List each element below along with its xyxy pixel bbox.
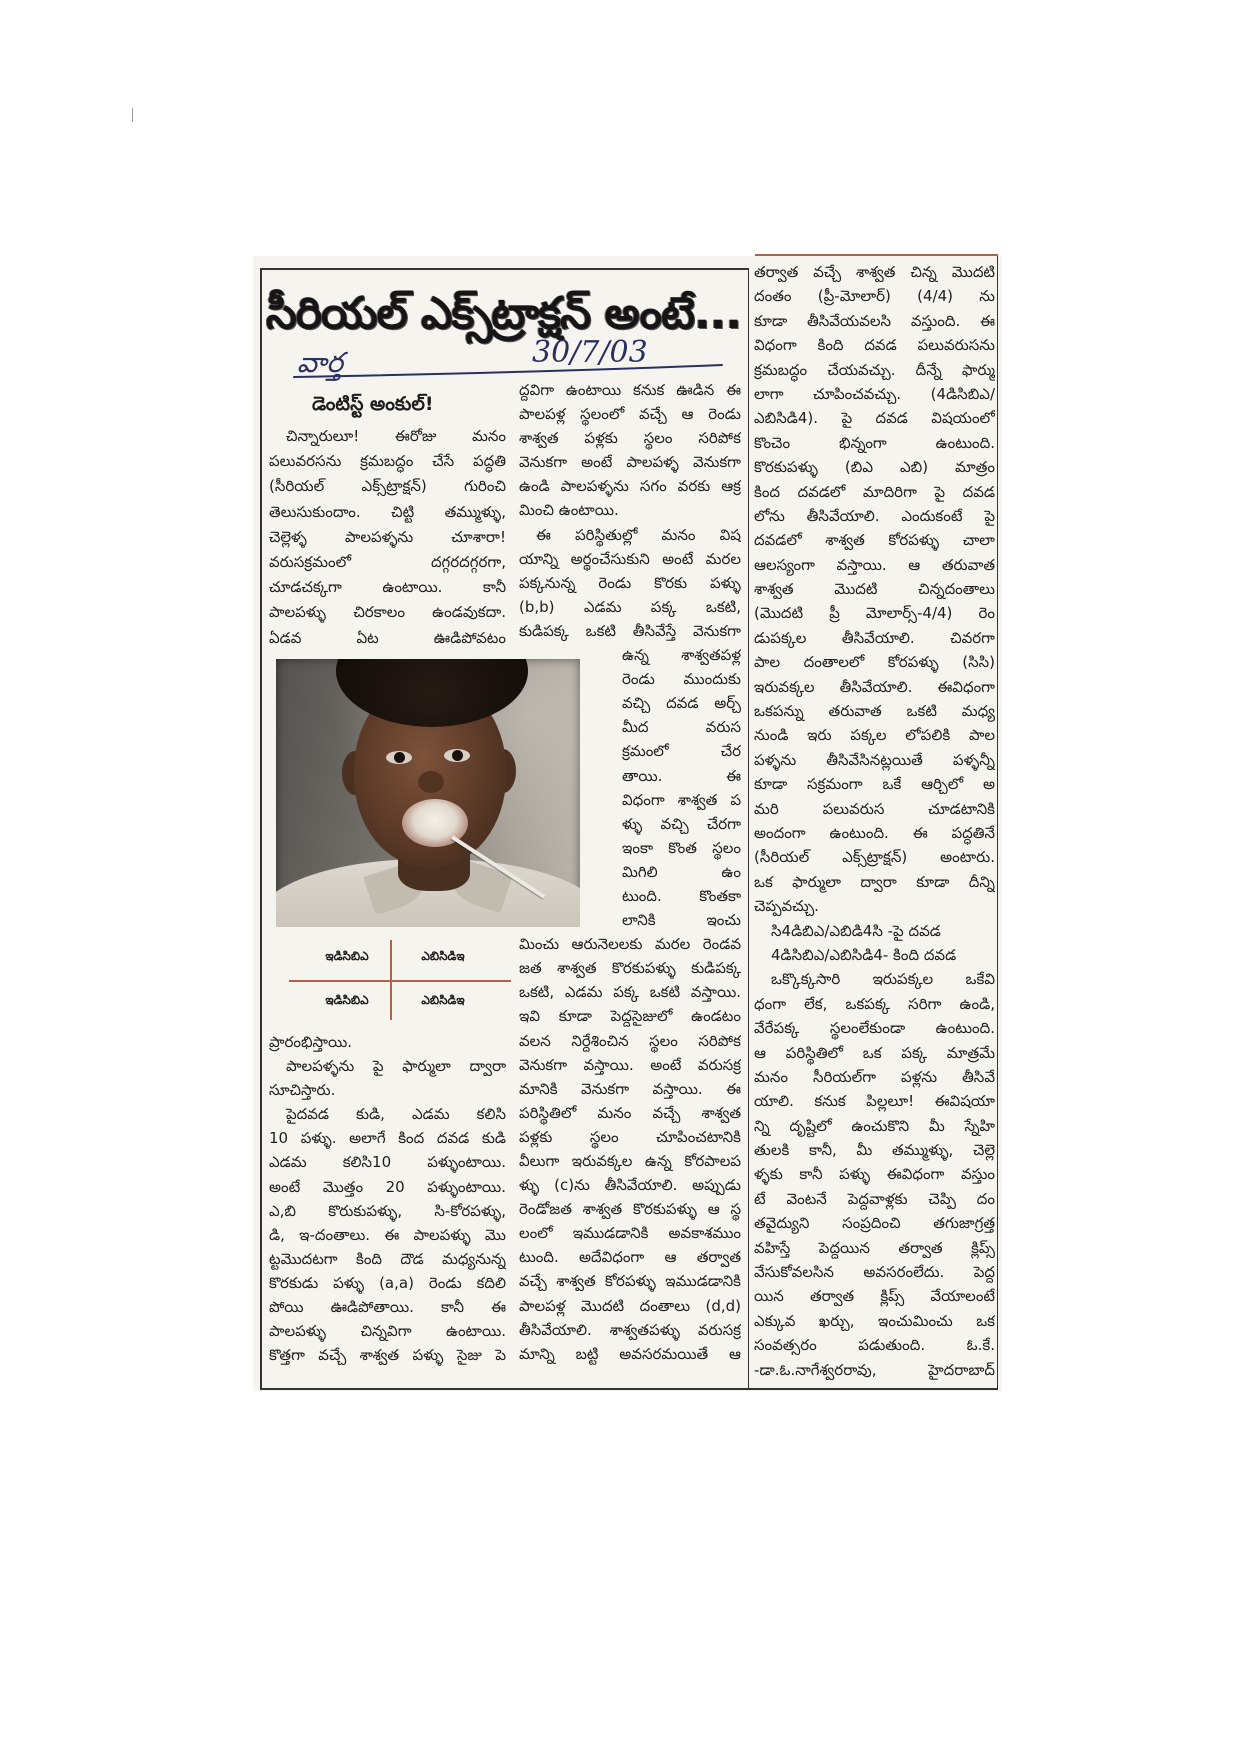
article-text-line: తవైద్యుని సంప్రదించి తగుజాగ్రత్త [754, 1214, 995, 1233]
article-text-line: రెండు ముందుకు [622, 670, 741, 689]
diagram-upper-right-label: ఎబిసిడిఇ [421, 949, 465, 963]
article-text-line: దంతం (ప్రీ-మోలార్) (4/4) ను [754, 287, 995, 306]
article-text-line: విధంగా కింది దవడ పలువరుసను [754, 336, 995, 355]
article-text-line: పాల దంతాలలో కోరపళ్ళు (సిసి) [754, 653, 995, 672]
article-text-line: యాలి. కనుక పిల్లలూ! ఈవిషయా [754, 1092, 995, 1111]
column3-top-rule [755, 254, 998, 256]
diagram-horizontal-line [289, 980, 511, 982]
article-text-line: తీసివేయాలి. శాశ్వతపళ్ళు వరుసక్ర [519, 1320, 741, 1339]
photo-hair [336, 659, 528, 727]
article-text-line: వలన నిర్దేశించిన స్థలం సరిపోక [519, 1031, 741, 1050]
article-text-line: ఏడవ ఏట ఊడిపోవటం [269, 628, 506, 647]
article-text-line: తులకి కానీ, మీ తమ్ముళ్ళు, చెల్లె [754, 1141, 995, 1160]
article-text-line: పాలపళ్ళు చిరకాలం ఉండవుకదా. [269, 603, 506, 622]
article-text-line: ద్దవిగా ఉంటాయి కనుక ఊడిన ఈ [519, 381, 741, 399]
article-text-line: అంటే మొత్తం 20 పళ్ళుంటాయి. [269, 1177, 506, 1196]
article-text-line: శాశ్వత మొదటి చిన్నదంతాలు [754, 580, 995, 599]
article-text-line: సంవత్సరం పడుతుంది. ఓ.కే. [754, 1336, 995, 1355]
article-text-line: వచ్చి దవడ అర్చ్ [622, 694, 741, 713]
article-text-line: (సీరియల్ ఎక్స్‌ట్రాక్షన్) గురించి [269, 477, 506, 496]
article-text-line: మిగిలి ఉం [622, 862, 741, 881]
article-text-line: వేరేపక్క స్థలంలేకుండా ఉంటుంది. [754, 1019, 995, 1038]
scan-tick-mark [132, 108, 133, 122]
handwritten-date: 30/7/03 [532, 335, 648, 370]
article-text-line: టే వెంటనే పెద్దవాళ్లకు చెప్పి దం [754, 1189, 995, 1208]
article-text-line: తర్వాత వచ్చే శాశ్వత చిన్న మొదటి [754, 263, 995, 281]
article-text-line: 10 పళ్ళు. అలాగే కింద దవడ కుడి [269, 1129, 506, 1148]
box-top-rule [260, 268, 748, 270]
article-text-line: కూడా సక్రమంగా ఒకే ఆర్చిలో అ [754, 775, 995, 794]
article-text-line: లానికి ఇంచు [622, 911, 741, 930]
column-1-lower [269, 1030, 506, 1367]
article-text-line: శాశ్వత పళ్లకు స్థలం సరిపోక [519, 429, 741, 448]
article-text-line: లోను తీసివేయాలి. ఎందుకంటే పై [754, 506, 995, 525]
dental-formula-diagram [276, 938, 516, 1022]
article-text-line: ఎక్కువ ఖర్చు, ఇంచుమించు ఒక [754, 1311, 995, 1330]
article-text-line: కొరకుడు పళ్ళు (a,a) రెండు కదిలి [269, 1273, 506, 1292]
article-text-line: టుంది. కొంతకా [622, 886, 741, 905]
article-text-line: వెనుకగా అంటే పాలపళ్ళ వెనుకగా [519, 453, 741, 472]
article-text-line: ఇరువక్కల తీసివేయాలి. ఈవిధంగా [754, 677, 995, 696]
article-text-line: (మొదటి ప్రీ మోలార్స్-4/4) రెం [754, 604, 995, 623]
column-3 [754, 260, 995, 1382]
article-text-line: విధంగా శాశ్వత ప [622, 790, 741, 809]
article-text-line: పక్కనున్న రెండు కొరకు పళ్ళు [519, 573, 741, 592]
article-text-line: పాలపళ్ల స్థలంలో వచ్చే ఆ రెండు [519, 405, 741, 424]
article-text-line: ళ్ళు (c)ను తీసివేయాలి. అప్పుడు [519, 1176, 741, 1195]
article-text-line: పళ్లకు స్థలం చూపించటానికి [519, 1127, 741, 1146]
article-text-line: వెనుకగా వస్తాయి. అంటే వరుసక్ర [519, 1055, 741, 1074]
article-text-line: ఇంకా కొంత స్థలం [622, 838, 741, 857]
clipping-right-rule [997, 256, 998, 1389]
article-text-line: వేసుకోవలసిన అవసరంలేదు. పెద్ద [754, 1263, 995, 1282]
column-divider-rule [748, 268, 749, 1389]
box-left-rule [260, 268, 262, 1389]
article-text-line: ట్టమొదటగా కింది దౌడ మధ్యనున్న [269, 1249, 506, 1268]
article-text-line: (సీరియల్ ఎక్స్‌ట్రాక్షన్) అంటారు. [754, 848, 995, 867]
article-text-line: ఎ,బి కొరుకుపళ్ళు, సి-కోరపళ్ళు, [269, 1201, 506, 1220]
article-text-line: వచ్చే శాశ్వత కోరపళ్ళు ఇముడడానికి [519, 1272, 741, 1291]
article-text-line: తెలుసుకుందాం. చిట్టి తమ్ముళ్ళు, [269, 502, 506, 521]
article-text-line: క్రమంలో చేర [622, 742, 741, 761]
clipping-bottom-rule [260, 1388, 998, 1390]
article-text-line: టుంది. అదేవిధంగా ఆ తర్వాత [519, 1248, 741, 1267]
article-text-line: అందంగా ఉంటుంది. ఈ పద్ధతినే [754, 823, 995, 842]
article-text-line: చూడచక్కగా ఉంటాయి. కానీ [269, 578, 506, 597]
article-text-line: న్ని దృష్టిలో ఉంచుకొని మీ స్నేహి [754, 1116, 995, 1135]
article-text-line: రెండోజత శాశ్వత కొరకుపళ్ళు ఆ స్థ [519, 1200, 741, 1219]
article-text-line: నుండి ఇరు పక్కల లోపలికి పాల [754, 726, 995, 745]
article-text-line: ళ్ళకు కానీ పళ్ళు ఈవిధంగా వస్తుం [754, 1165, 995, 1184]
article-text-line: మీద వరుస [622, 718, 741, 737]
article-text-line: కొంచెం భిన్నంగా ఉంటుంది. [754, 433, 995, 452]
article-text-line: దవడలో శాశ్వత కోరపళ్ళు చాలా [754, 531, 995, 550]
article-text-line: ఈ పరిస్థితుల్లో మనం విష [536, 525, 741, 544]
article-text-line: పోయి ఊడిపోతాయి. కానీ ఈ [269, 1298, 506, 1317]
subheading: డెంటిస్ట్ అంకుల్! [312, 393, 434, 415]
headline: సీరియల్ ఎక్స్‌ట్రాక్షన్ అంటే... [266, 288, 742, 339]
article-text-line: ఆ పరిస్థితిలో ఒక పక్క మాత్రమే [754, 1043, 995, 1062]
article-text-line: చెల్లెళ్ళ పాలపళ్ళను చూశారా! [269, 527, 506, 546]
article-text-line: మరి పలువరుస చూడటానికి [754, 799, 995, 818]
formula-line-upper-jaw: సి4డిబిఎ/ఎబిడి4సి -పై దవడ [771, 921, 941, 940]
article-text-line: కొత్తగా వచ్చే శాశ్వత పళ్ళు సైజు పె [269, 1346, 506, 1365]
article-text-line: జత శాశ్వత కొరకుపళ్ళు కుడిపక్క [519, 959, 741, 978]
photo-pupil-right [452, 750, 463, 761]
article-text-line: లాగా చూపించవచ్చు. (4డిసిబిఎ/ [754, 384, 995, 403]
article-text-line: పాలపళ్ల మొదటి దంతాలు (d,d) [519, 1296, 741, 1315]
photo-pupil-left [394, 752, 405, 763]
article-text-line: సూచిస్తారు. [269, 1081, 336, 1100]
article-text-line: మించి ఉంటాయి. [519, 501, 619, 520]
diagram-lower-right-label: ఎబిసిడిఇ [421, 993, 465, 1007]
diagram-upper-left-label: ఇడిసిబిఎ [325, 949, 369, 963]
article-text-line: వీలుగా ఇరువక్కల ఉన్న కోరపాలప [519, 1152, 741, 1170]
formula-line-lower-jaw: 4డిసిబిఎ/ఎబిసిడి4- కింది దవడ [771, 945, 957, 964]
article-text-line: ధంగా లేక, ఒకపక్క సరిగా ఉండి, [754, 994, 995, 1013]
article-text-line: కుడిపక్క ఒకటి తీసివేస్తే వెనుకగా [519, 621, 741, 640]
article-text-line: తాయి. ఈ [622, 766, 741, 785]
article-text-line: చిన్నారులూ! ఈరోజు మనం [286, 427, 506, 445]
article-text-line: ఒక ఫార్ములా ద్వారా కూడా దీన్ని [754, 872, 995, 891]
article-text-line: లంలో ఇముడడానికి అవకాశముం [519, 1224, 741, 1243]
article-text-line: పళ్ళను తీసివేసినట్లయితే పళ్ళన్నీ [754, 750, 995, 769]
article-text-line: ఆలస్యంగా వస్తాయి. ఆ తరువాత [754, 555, 995, 574]
article-text-line: కింద దవడలో మాదిరిగా పై దవడ [754, 482, 995, 501]
article-text-line: ఎబిసిడి4). పై దవడ విషయంలో [754, 409, 995, 428]
article-text-line: ఇవి కూడా పెద్దసైజులో ఉండటం [519, 1007, 741, 1026]
article-text-line: పాలపళ్ళు చిన్నవిగా ఉంటాయి. [269, 1322, 506, 1341]
article-text-line: మించు ఆరునెలలకు మరల రెండవ [519, 935, 741, 954]
article-text-line: మాన్ని బట్టి అవసరమయితే ఆ [519, 1344, 741, 1363]
article-text-line: పైదవడ కుడి, ఎడమ కలిసి [286, 1105, 506, 1124]
article-text-line: వరుసక్రమంలో దగ్గరదగ్గరగా, [269, 552, 506, 571]
article-text-line: కూడా తీసివేయవలసి వస్తుంది. ఈ [754, 311, 995, 330]
article-text-line: పలువరసను క్రమబద్ధం చేసే పద్ధతి [269, 452, 506, 471]
column-1-upper [269, 424, 506, 651]
article-text-line: డి, ఇ-దంతాలు. ఈ పాలపళ్ళు మొ [269, 1225, 506, 1244]
article-text-line: ళ్ళు వచ్చి చేరగా [622, 814, 741, 833]
article-text-line: మనం సీరియల్‌గా పళ్లను తీసివే [754, 1067, 995, 1086]
article-text-line: ఉన్న శాశ్వతపళ్ల [622, 646, 741, 665]
article-text-line: ప్రారంభిస్తాయి. [269, 1033, 353, 1051]
article-text-line: కొరకుపళ్ళు (బిఎ ఎబి) మాత్రం [754, 458, 995, 477]
article-text-line: డుపక్కల తీసివేయాలి. చివరగా [754, 628, 995, 647]
article-text-line: మానికి వెనుకగా వస్తాయి. ఈ [519, 1079, 741, 1098]
diagram-lower-left-label: ఇడిసిబిఎ [325, 993, 369, 1007]
article-text-line: పాలపళ్ళను పై ఫార్ములా ద్వారా [286, 1057, 506, 1076]
article-text-line: ఉండి పాలపళ్ళను సగం వరకు ఆక్ర [519, 477, 741, 496]
article-text-line: యాన్ని అర్థంచేసుకుని అంటే మరల [519, 549, 741, 568]
article-text-line: ఒక్కొక్కసారి ఇరుపక్కల ఒకేవి [771, 970, 995, 989]
article-text-line: వహిస్తే పెద్దయిన తర్వాత క్లిప్స్ [754, 1238, 995, 1257]
photo-nose [418, 771, 444, 793]
article-text-line: చెప్పవచ్చు. [754, 897, 819, 916]
article-text-line: ఎడమ కలిసి10 పళ్ళుంటాయి. [269, 1153, 506, 1172]
column-2 [519, 378, 741, 1366]
article-text-line: ఒకపన్ను తరువాత ఒకటి మధ్య [754, 702, 995, 721]
article-text-line: పరిస్థితిలో మనం వచ్చే శాశ్వత [519, 1103, 741, 1122]
article-text-line: ఒకటి, ఎడమ పక్క ఒకటి వస్తాయి. [519, 983, 741, 1002]
author-byline: -డా.ఓ.నాగేశ్వరరావు, హైదరాబాద్ [754, 1360, 995, 1379]
handwritten-paper-name: వార్త [297, 346, 343, 379]
article-text-line: క్రమబద్ధం చేయవచ్చు. దీన్నే ఫార్ము [754, 360, 995, 379]
article-text-line: (b,b) ఎడమ పక్క ఒకటి, [519, 597, 741, 616]
article-text-line: యిన తర్వాత క్లిప్స్ వేయాలంటే [754, 1287, 995, 1306]
